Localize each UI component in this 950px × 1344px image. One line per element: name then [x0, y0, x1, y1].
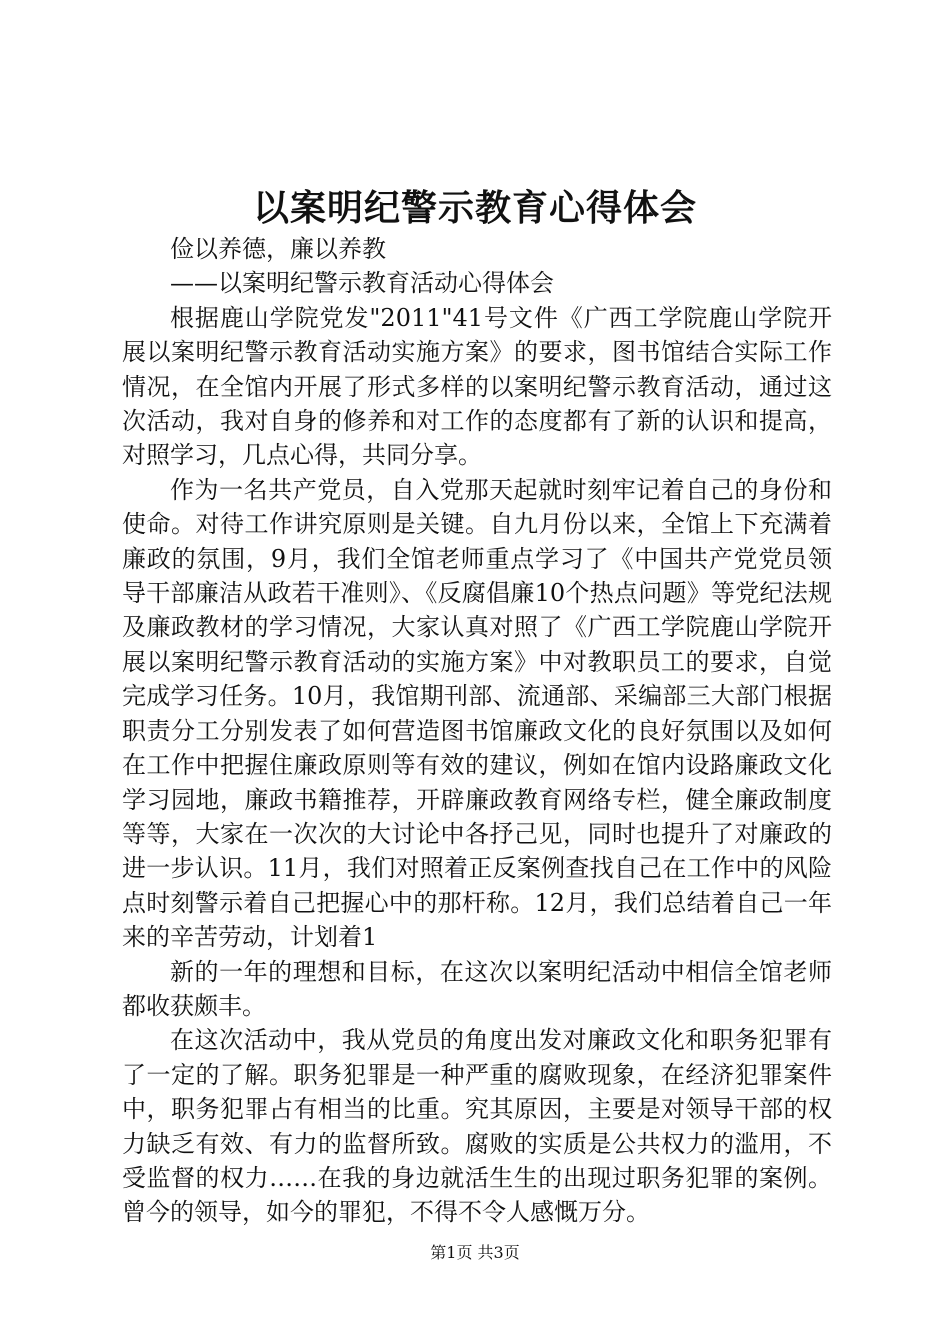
- page-number-footer: 第1页 共3页: [430, 1243, 520, 1262]
- document-title: 以案明纪警示教育心得体会: [252, 187, 697, 229]
- body-paragraph: 作为一名共产党员，自入党那天起就时刻牢记着自己的身份和使命。对待工作讲究原则是关键。自九月份以来，全馆上下充满着廉政的氛围，9月，我们全馆老师重点学习了《中国共产党党员领导干部廉洁从政若干准则》、《反腐倡廉10个热点问题》等党纪法规及廉政教材的学习情况，大家认真对照了《广西工学院鹿山学院开展以案明纪警示教育活动的实施方案》中对教职员工的要求，自觉完成学习任务。10月，我馆期刊部、流通部、采编部三大部门根据职责分工分别发表了如何营造图书馆廉政文化的良好氛围以及如何在工作中把握住廉政原则等有效的建议，例如在馆内设路廉政文化学习园地，廉政书籍推荐，开辟廉政教育网络专栏，健全廉政制度等等，大家在一次次的大讨论中各抒己见，同时也提升了对廉政的进一步认识。11月，我们对照着正反案例查找自己在工作中的风险点时刻警示着自己把握心中的那杆称。12月，我们总结着自己一年来的辛苦劳动，计划着1: [122, 475, 832, 952]
- document-body: [122, 232, 832, 1230]
- body-paragraph: 在这次活动中，我从党员的角度出发对廉政文化和职务犯罪有了一定的了解。职务犯罪是一种严重的腐败现象，在经济犯罪案件中，职务犯罪占有相当的比重。究其原因，主要是对领导干部的权力缺乏有效、有力的监督所致。腐败的实质是公共权力的滥用，不受监督的权力……在我的身边就活生生的出现过职务犯罪的案例。曾今的领导，如今的罪犯，不得不令人感慨万分。: [122, 1026, 832, 1227]
- body-paragraph: 新的一年的理想和目标，在这次以案明纪活动中相信全馆老师都收获颇丰。: [122, 957, 832, 1020]
- subtitle-line: ——以案明纪警示教育活动心得体会: [170, 269, 554, 298]
- subtitle-line: 俭以养德，廉以养教: [170, 235, 386, 263]
- body-paragraph: 根据鹿山学院党发"2011"41号文件《广西工学院鹿山学院开展以案明纪警示教育活动实施方案》的要求，图书馆结合实际工作情况，在全馆内开展了形式多样的以案明纪警示教育活动，通过这次活动，我对自身的修养和对工作的态度都有了新的认识和提高，对照学习，几点心得，共同分享。: [122, 303, 832, 470]
